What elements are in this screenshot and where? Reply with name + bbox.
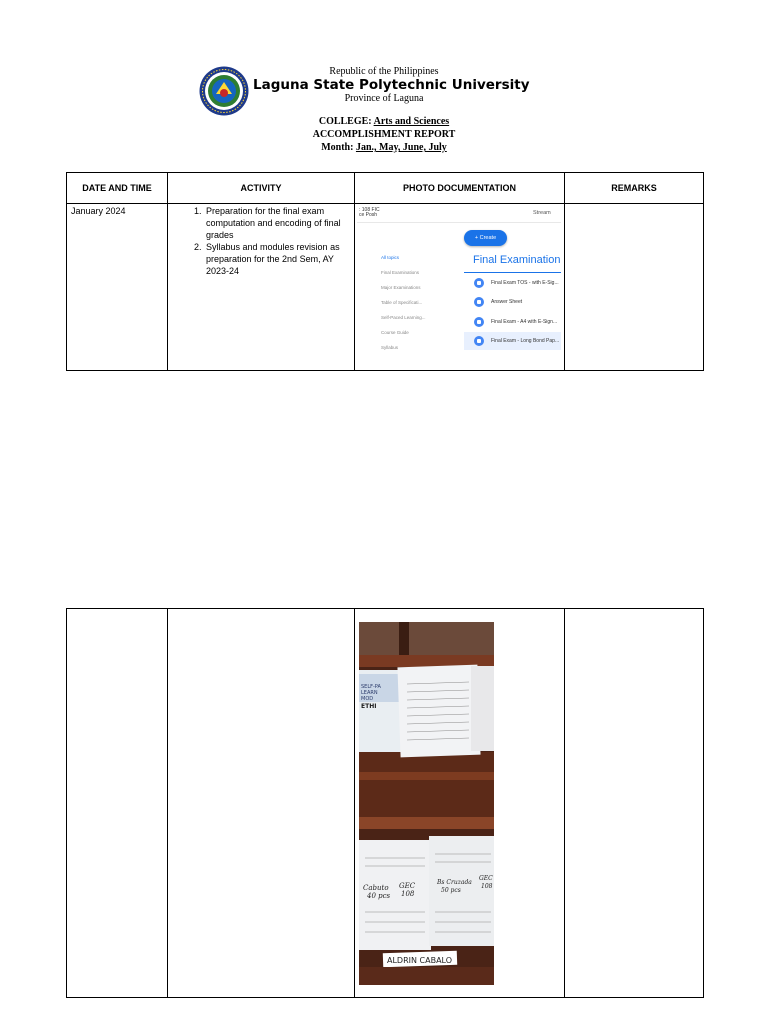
topic-item: Table of Specificati...: [381, 300, 423, 305]
exam-papers-photo: [359, 622, 494, 985]
assignment-icon: [474, 278, 484, 288]
university-name: Laguna State Polytechnic University: [253, 77, 530, 93]
date-cell: [67, 609, 168, 998]
topic-item: Self-Paced Learning...: [381, 315, 426, 320]
table-row: [67, 609, 704, 998]
exam-papers-image: [359, 622, 494, 985]
material-item: Final Exam - A4 with E-Sign...: [464, 313, 561, 331]
course-name: : 108 FIC ce Posh: [359, 207, 380, 218]
topic-item: Final Examinations: [381, 270, 420, 275]
module-text-line: LEARN: [361, 690, 378, 696]
activity-list: [168, 205, 354, 277]
photo-continuation-table: [66, 608, 704, 998]
photo-cell: [355, 204, 565, 371]
note-handwriting: 108: [401, 890, 415, 898]
header-remarks: REMARKS: [565, 173, 704, 204]
date-cell: January 2024: [67, 204, 168, 371]
republic-text: Republic of the Philippines: [329, 66, 439, 77]
assignment-icon: [474, 297, 484, 307]
name-label: ALDRIN CABALO: [387, 956, 453, 965]
photo-cell: [355, 609, 565, 998]
module-text-line: MOD: [361, 696, 374, 702]
assignment-icon: [474, 336, 484, 346]
section-underline: [464, 272, 561, 273]
create-button: + Create: [464, 230, 507, 246]
province-text: Province of Laguna: [344, 93, 424, 104]
note-handwriting: Bs Cruzada: [437, 879, 472, 886]
note-handwriting: GEC: [479, 875, 493, 882]
topic-item: All topics: [381, 255, 400, 260]
college-line: [0, 116, 768, 127]
remarks-cell: [565, 204, 704, 371]
classroom-screenshot: [357, 206, 561, 362]
month-value: Jan., May, June, July: [355, 142, 447, 153]
note-handwriting: GEC: [399, 882, 416, 890]
note-handwriting: 108: [481, 883, 493, 890]
assignment-icon: [474, 317, 484, 327]
report-title: ACCOMPLISHMENT REPORT: [312, 129, 456, 140]
header-photo-documentation: PHOTO DOCUMENTATION: [355, 173, 565, 204]
note-handwriting: 40 pcs: [367, 892, 391, 900]
activity-cell: [168, 609, 355, 998]
topbar-divider: [357, 222, 561, 223]
topic-item: Course Guide: [381, 330, 409, 335]
note-handwriting: Cabuto: [363, 884, 389, 892]
activity-cell: [168, 204, 355, 371]
document-header: [0, 0, 768, 160]
college-label: COLLEGE:: [318, 116, 372, 127]
month-label: Month:: [321, 142, 354, 153]
topic-item: Syllabus: [381, 345, 399, 350]
stream-tab: Stream: [533, 210, 551, 216]
month-line: [0, 142, 768, 153]
table-header-row: [67, 173, 704, 204]
header-date-time: DATE AND TIME: [67, 173, 168, 204]
material-item: Final Exam - Long Bond Pap...: [464, 332, 561, 350]
accomplishment-table: [66, 172, 704, 371]
module-text-line: SELF-PA: [361, 684, 381, 690]
material-item: Final Exam TOS - with E-Sig...: [464, 274, 561, 292]
header-activity: ACTIVITY: [168, 173, 355, 204]
remarks-cell: [565, 609, 704, 998]
section-title: Final Examination: [473, 254, 561, 266]
activity-item: 1. Preparation for the final exam computation and encoding of final grades: [204, 205, 348, 241]
activity-item: 2. Syllabus and modules revision as preparation for the 2nd Sem, AY 2023-24: [204, 241, 348, 277]
college-value: Arts and Sciences: [373, 116, 450, 127]
material-item: Answer Sheet: [464, 293, 561, 311]
note-handwriting: 50 pcs: [441, 887, 461, 894]
table-row: [67, 204, 704, 371]
screenshot-topbar: [357, 206, 561, 222]
topic-item: Major Examinations: [381, 285, 421, 290]
module-text-line: ETHI: [361, 703, 377, 710]
